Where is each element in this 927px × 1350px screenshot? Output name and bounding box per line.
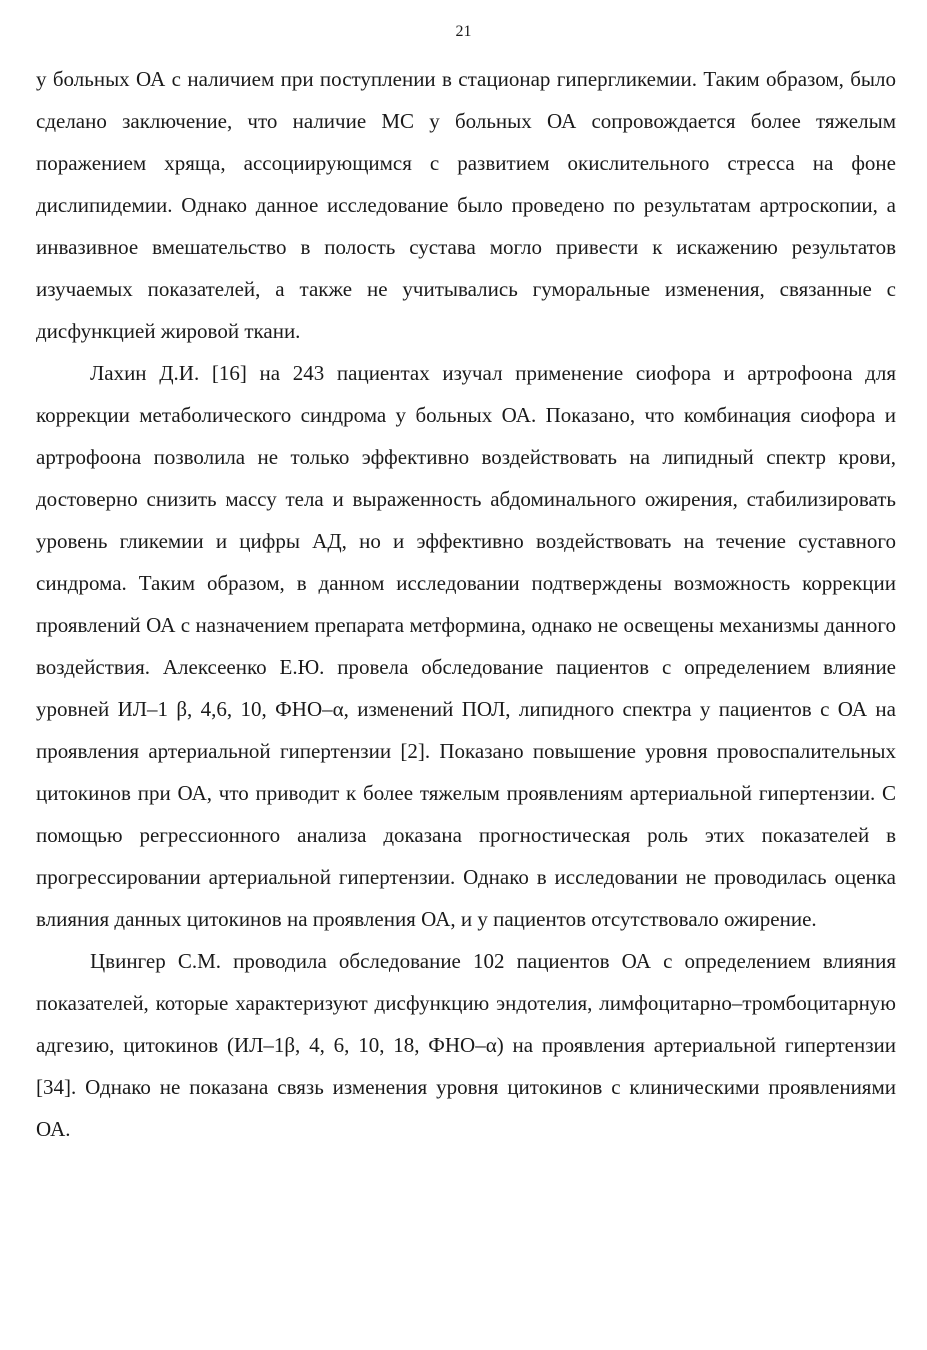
paragraph-continuation: у больных ОА с наличием при поступлении в стационар гипергликемии. Таким образом, было сделано заключение, что наличие МС у больных ОА сопровождается более тяжелым поражением хряща, ассоциирующимся с развитием окислительного стресса на фоне дислипидемии. Однако данное исследование было проведено по результатам артроскопии, а инвазивное вмешательство в полость сустава могло привести к искажению результатов изучаемых показателей, а также не учитывались гуморальные изменения, связанные с дисфункцией жировой ткани. (36, 67, 896, 343)
paragraph-lakhin-study: Лахин Д.И. [16] на 243 пациентах изучал применение сиофора и артрофоона для коррекции метаболического синдрома у больных ОА. Показано, что комбинация сиофора и артрофоона позволила не только эффективно воздействовать на липидный спектр крови, достоверно снизить массу тела и выраженность абдоминального ожирения, стабилизировать уровень гликемии и цифры АД, но и эффективно воздействовать на течение суставного синдрома. Таким образом, в данном исследовании подтверждены возможность коррекции проявлений ОА с назначением препарата метформина, однако не освещены механизмы данного воздействия. Алексеенко Е.Ю. провела обследование пациентов с определением влияние уровней ИЛ–1 β, 4,6, 10, ФНО–α, изменений ПОЛ, липидного спектра у пациентов с ОА на проявления артериальной гипертензии [2]. Показано повышение уровня провоспалительных цитокинов при ОА, что приводит к более тяжелым проявлениям артериальной гипертензии. С помощью регрессионного анализа доказана прогностическая роль этих показателей в прогрессировании артериальной гипертензии. Однако в исследовании не проводилась оценка влияния данных цитокинов на проявления ОА, и у пациентов отсутствовало ожирение. (36, 361, 896, 931)
document-body (36, 58, 896, 1150)
paragraph-tsvinger-study: Цвингер С.М. проводила обследование 102 пациентов ОА с определением влияния показателей, которые характеризуют дисфункцию эндотелия, лимфоцитарно–тромбоцитарную адгезию, цитокинов (ИЛ–1β, 4, 6, 10, 18, ФНО–α) на проявления артериальной гипертензии [34]. Однако не показана связь изменения уровня цитокинов с клиническими проявлениями ОА. (36, 949, 896, 1141)
page-number: 21 (455, 23, 472, 40)
